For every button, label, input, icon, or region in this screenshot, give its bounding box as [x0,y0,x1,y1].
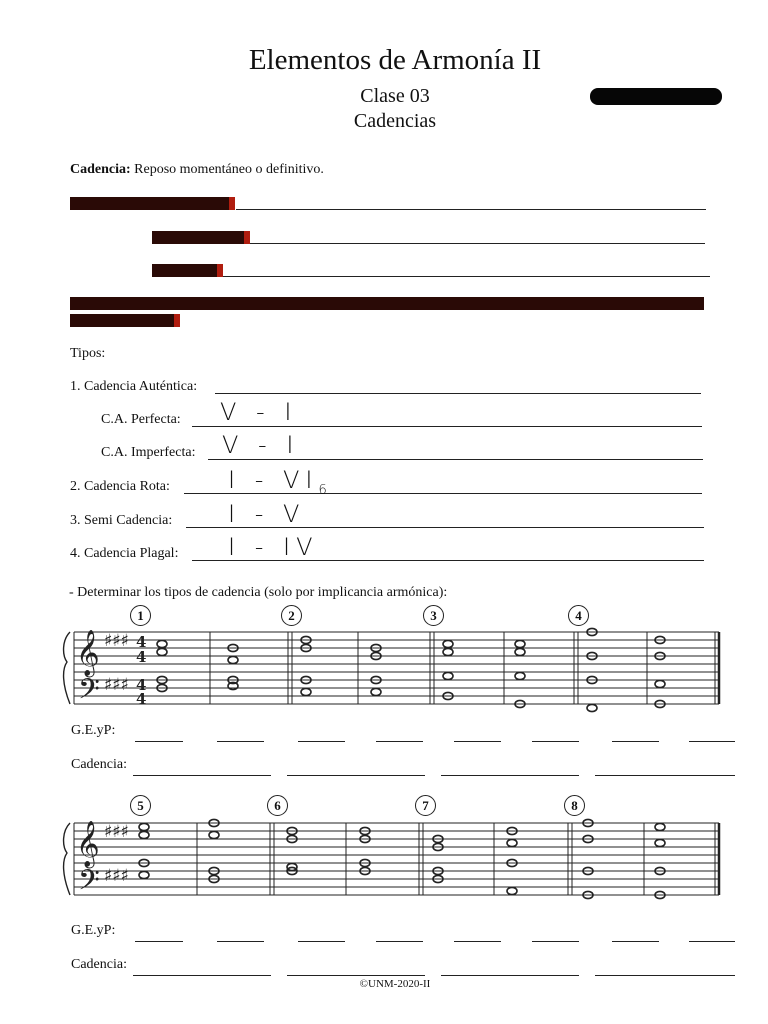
answer-blank[interactable] [532,727,579,742]
tipo-autentica-label: 1. Cadencia Auténtica: [70,379,198,394]
exercise-number: 4 [568,605,589,626]
handwritten-answer: I - IV [228,533,319,561]
handwritten-answer: I - V [228,500,306,528]
answer-line [208,459,703,460]
cadencia-blanks [133,958,735,976]
redacted-text [152,264,223,277]
definition [70,162,324,178]
redacted-text [70,297,704,310]
svg-text:♯♯♯: ♯♯♯ [104,866,129,886]
definition-text: Reposo momentáneo o definitivo. [134,162,324,177]
copyright-footer: ©UNM-2020-II [359,978,431,990]
time-sig-top: 4 [136,633,147,651]
handwritten-answer: I - $VI_6$ [228,466,333,498]
tipo-perfecta-label: C.A. Perfecta: [101,412,181,427]
answer-blank[interactable] [454,727,501,742]
music-system-1 [60,600,730,715]
answer-blank[interactable] [298,927,345,942]
music-system-2 [60,793,730,908]
cadencia-label: Cadencia: [71,957,127,972]
time-sig-bottom: 4 [136,648,147,666]
answer-blank[interactable] [689,927,735,942]
geyp-blanks [135,724,735,742]
answer-blank[interactable] [441,761,579,776]
handwritten-answer: V - I [220,398,298,426]
time-sig-bottom: 4 [136,690,147,708]
exercise-number: 6 [267,795,288,816]
tipo-semi-label: 3. Semi Cadencia: [70,513,173,528]
document-title: Elementos de Armonía II [248,44,542,76]
answer-blank[interactable] [217,727,264,742]
answer-blank[interactable] [532,927,579,942]
handwritten-answer: V - I [222,431,300,459]
answer-line [223,276,710,277]
answer-blank[interactable] [376,727,423,742]
exercise-number: 2 [281,605,302,626]
cadencia-label: Cadencia: [71,757,127,772]
answer-blank[interactable] [595,961,735,976]
exercise-number: 7 [415,795,436,816]
svg-text:𝄢: 𝄢 [78,673,100,713]
answer-blank[interactable] [376,927,423,942]
exercise-instruction: - Determinar los tipos de cadencia (solo por implicancia armónica): [69,585,448,600]
answer-blank[interactable] [454,927,501,942]
cadencia-blanks [133,758,735,776]
tipo-plagal-label: 4. Cadencia Plagal: [70,546,179,561]
answer-line [192,426,702,427]
answer-blank[interactable] [287,961,425,976]
definition-term: Cadencia: [70,162,131,177]
svg-text:♯♯♯: ♯♯♯ [104,822,129,842]
answer-blank[interactable] [441,961,579,976]
answer-line [250,243,705,244]
redacted-text [70,314,180,327]
redacted-name [590,88,722,105]
exercise-number: 1 [130,605,151,626]
answer-blank[interactable] [217,927,264,942]
answer-blank[interactable] [612,927,659,942]
geyp-label: G.E.yP: [71,723,116,738]
geyp-blanks [135,924,735,942]
class-number: Clase 03 [360,85,430,107]
answer-line [215,393,701,394]
answer-blank[interactable] [135,727,183,742]
class-topic: Cadencias [353,110,437,132]
answer-blank[interactable] [595,761,735,776]
svg-text:𝄞: 𝄞 [76,630,100,676]
svg-text:𝄞: 𝄞 [76,821,100,867]
exercise-number: 5 [130,795,151,816]
answer-blank[interactable] [135,927,183,942]
svg-text:𝄢: 𝄢 [78,864,100,904]
geyp-label: G.E.yP: [71,923,116,938]
redacted-text [152,231,250,244]
svg-text:♯♯♯: ♯♯♯ [104,675,129,695]
tipo-imperfecta-label: C.A. Imperfecta: [101,445,196,460]
tipos-heading: Tipos: [70,346,106,361]
answer-blank[interactable] [287,761,425,776]
answer-blank[interactable] [689,727,735,742]
answer-blank[interactable] [612,727,659,742]
tipo-rota-label: 2. Cadencia Rota: [70,479,170,494]
answer-blank[interactable] [298,727,345,742]
exercise-number: 8 [564,795,585,816]
answer-blank[interactable] [133,961,271,976]
time-sig-top: 4 [136,676,147,694]
svg-text:♯♯♯: ♯♯♯ [104,631,129,651]
answer-line [236,209,706,210]
redacted-text [70,197,235,210]
answer-blank[interactable] [133,761,271,776]
exercise-number: 3 [423,605,444,626]
